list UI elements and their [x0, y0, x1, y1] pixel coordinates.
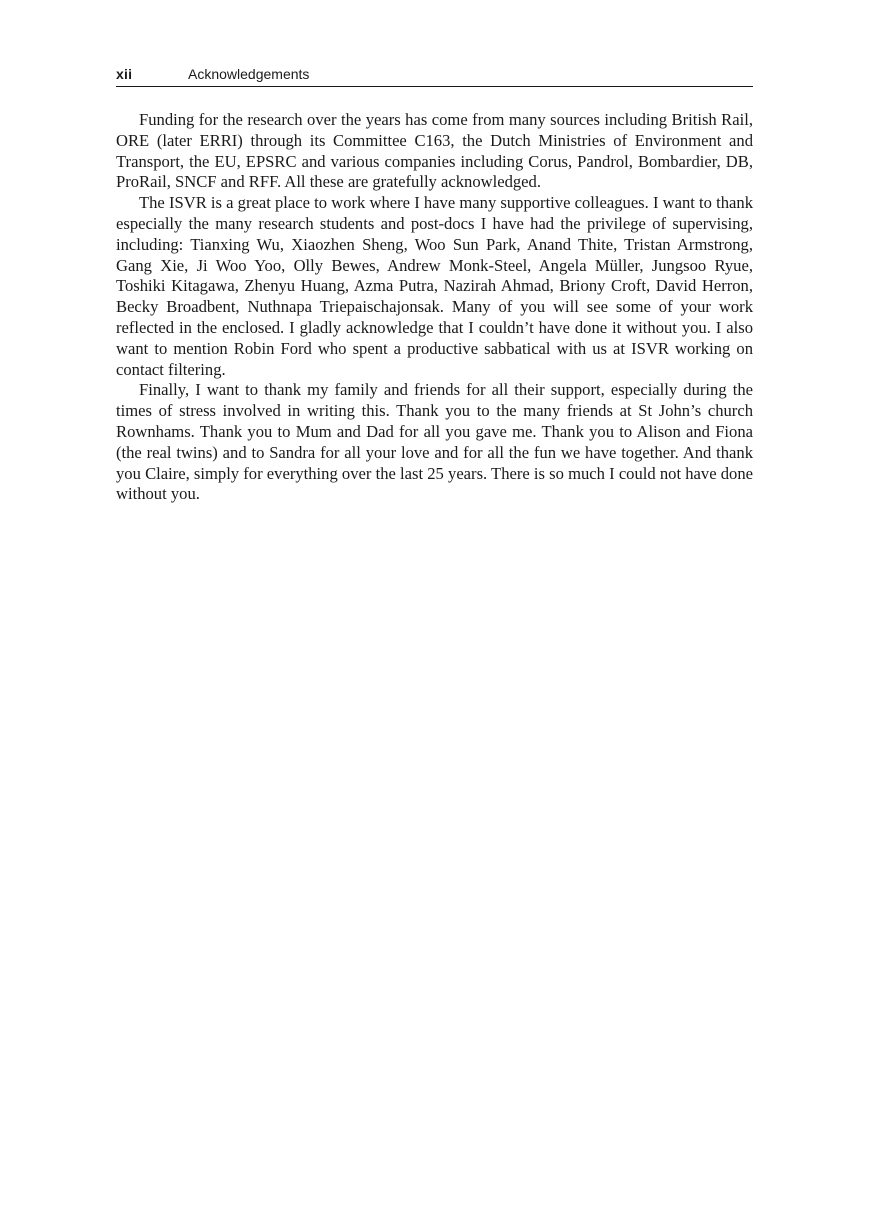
running-header [116, 64, 753, 87]
body-text [116, 110, 753, 505]
paragraph-family: Finally, I want to thank my family and friends for all their support, especially during the times of stress involved in writing this. Thank you to the many friends at St John’s church Rownhams. Thank you to Mum and Dad for all you gave me. Thank you to Alison and Fiona (the real twins) and to Sandra for all your love and for all the fun we have together. And thank you Claire, simply for everything over the last 25 years. There is so much I could not have done without you. [116, 380, 753, 504]
document-page [116, 64, 753, 505]
section-title: Acknowledgements [188, 66, 310, 82]
paragraph-funding: Funding for the research over the years has come from many sources including British Rail, ORE (later ERRI) through its Committee C163, the Dutch Ministries of Environment and Transport, the EU, EPSRC and various companies including Corus, Pandrol, Bombardier, DB, ProRail, SNCF and RFF. All these are gratefully acknowledged. [116, 110, 753, 192]
paragraph-colleagues: The ISVR is a great place to work where I have many supportive colleagues. I want to thank especially the many research students and post-docs I have had the privilege of supervising, including: Tianxing Wu, Xiaozhen Sheng, Woo Sun Park, Anand Thite, Tristan Armstrong, Gang Xie, Ji Woo Yoo, Olly Bewes, Andrew Monk-Steel, Angela Müller, Jungsoo Ryue, Toshiki Kitagawa, Zhenyu Huang, Azma Putra, Nazirah Ahmad, Briony Croft, David Herron, Becky Broadbent, Nuthnapa Triepaischajonsak. Many of you will see some of your work reflected in the enclosed. I gladly acknowledge that I couldn’t have done it without you. I also want to mention Robin Ford who spent a productive sabbatical with us at ISVR working on contact filtering. [116, 193, 753, 379]
page-number: xii [116, 66, 133, 82]
